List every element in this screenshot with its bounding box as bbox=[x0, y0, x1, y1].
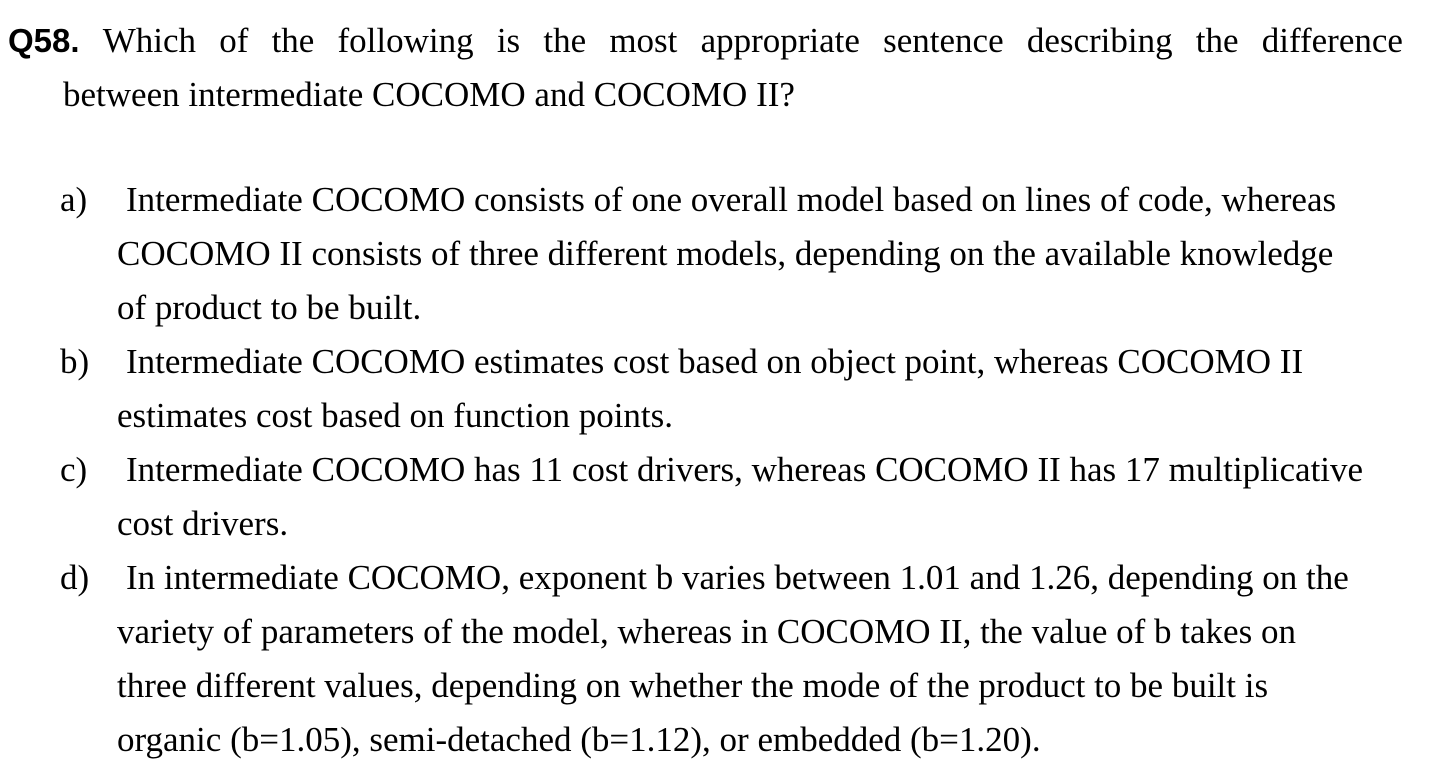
option-text-line: variety of parameters of the model, whereas in COCOMO II, the value of b takes on bbox=[117, 612, 1296, 651]
option-d[interactable] bbox=[60, 551, 1420, 767]
question-word: describing bbox=[1026, 21, 1173, 60]
option-text-line: cost drivers. bbox=[117, 504, 289, 543]
option-text-line: Intermediate COCOMO estimates cost based on object point, whereas COCOMO II bbox=[126, 342, 1304, 381]
question-word: sentence bbox=[883, 21, 1004, 60]
question-word: following bbox=[337, 21, 474, 60]
option-text-line: organic (b=1.05), semi-detached (b=1.12), or embedded (b=1.20). bbox=[117, 720, 1041, 759]
option-label: b) bbox=[60, 342, 90, 381]
question-block bbox=[8, 14, 1403, 122]
option-text-line: In intermediate COCOMO, exponent b varies between 1.01 and 1.26, depending on the bbox=[126, 558, 1349, 597]
option-text-line: Intermediate COCOMO has 11 cost drivers, whereas COCOMO II has 17 multiplicative bbox=[126, 450, 1364, 489]
question-word: the bbox=[543, 21, 587, 60]
answer-options bbox=[60, 173, 1420, 767]
question-word: the bbox=[1195, 21, 1239, 60]
question-word: the bbox=[271, 21, 315, 60]
question-number: Q58. bbox=[8, 22, 80, 59]
option-a[interactable] bbox=[60, 173, 1420, 335]
question-word: is bbox=[496, 21, 521, 60]
option-label: d) bbox=[60, 558, 90, 597]
question-word: Which bbox=[102, 21, 197, 60]
option-text-line: estimates cost based on function points. bbox=[117, 396, 674, 435]
option-text-line: Intermediate COCOMO consists of one overall model based on lines of code, whereas bbox=[126, 180, 1337, 219]
question-word: of bbox=[219, 21, 249, 60]
question-first-line bbox=[8, 14, 1403, 68]
option-c[interactable] bbox=[60, 443, 1420, 551]
question-word: most bbox=[609, 21, 678, 60]
option-text-line: of product to be built. bbox=[117, 288, 422, 327]
option-text-line: COCOMO II consists of three different models, depending on the available knowledge bbox=[117, 234, 1334, 273]
question-second-line: between intermediate COCOMO and COCOMO II? bbox=[63, 75, 795, 114]
question-word: appropriate bbox=[700, 21, 860, 60]
option-text-line: three different values, depending on whether the mode of the product to be built is bbox=[117, 666, 1269, 705]
option-b[interactable] bbox=[60, 335, 1420, 443]
question-word: difference bbox=[1261, 21, 1403, 60]
option-label: a) bbox=[60, 180, 88, 219]
option-label: c) bbox=[60, 450, 88, 489]
